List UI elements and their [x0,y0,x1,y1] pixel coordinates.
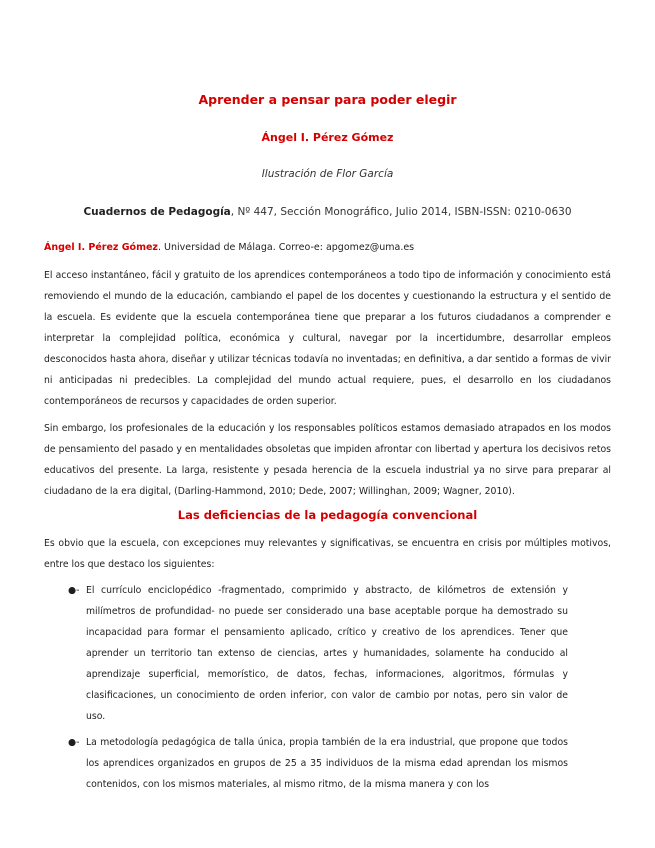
bullet-icon: ●- [68,585,80,596]
bullet-item [68,580,568,727]
journal-name: Cuadernos de Pedagogía [83,206,231,218]
paragraph-intro: El acceso instantáneo, fácil y gratuito de los aprendices contemporáneos a todo tipo de información y conocimiento está removiendo el mundo de la educación, cambiando el papel de los docentes y cuestionando la estructura y el sentido de la escuela. Es evidente que la escuela contemporánea tiene que preparar a los futuros ciudadanos a comprender e interpretar la complejidad política, económica y cultural, navegar por la incertidumbre, desarrollar empleos desconocidos hasta ahora, diseñar y utilizar técnicas todavía no inventadas; en definitiva, a dar sentido a formas de vivir ni anticipadas ni predecibles. La complejidad del mundo actual requiere, pues, el desarrollo en los ciudadanos contemporáneos de recursos y capacidades de orden superior. [44,270,611,407]
author-affiliation [44,242,414,253]
bullet-text: La metodología pedagógica de talla única, propia también de la era industrial, que propone que todos los aprendices organizados en grupos de 25 a 35 individuos de la misma edad aprendan los mismos contenidos, con los mismos materiales, al mismo ritmo, de la misma manera y con los [86,737,568,790]
bullet-icon: ●- [68,737,80,748]
illustration-credit: Ilustración de Flor García [261,168,394,180]
paragraph-context: Sin embargo, los profesionales de la educación y los responsables políticos estamos demasiado atrapados en los modos de pensamiento del pasado y en mentalidades obsoletas que impiden afrontar con libertad y apertura los decisivos retos educativos del presente. La larga, resistente y pesada herencia de la escuela industrial ya no sirve para preparar al ciudadano de la era digital, (Darling-Hammond, 2010; Dede, 2007; Willinghan, 2009; Wagner, 2010). [44,423,611,497]
bullet-item [68,732,568,795]
article-author: Ángel I. Pérez Gómez [261,131,394,144]
journal-citation [0,206,655,218]
article-title: Aprender a pensar para poder elegir [198,92,457,107]
affiliation-author-name: Ángel I. Pérez Gómez [44,242,158,253]
bullet-text: El currículo enciclopédico -fragmentado, comprimido y abstracto, de kilómetros de extensión y milímetros de profundidad- no puede ser considerado una base aceptable porque ha demostrado su incapacidad para formar el pensamiento aplicado, crítico y creativo de los aprendices. Tener que aprender un territorio tan extenso de ciencias, artes y humanidades, solamente ha conducido al aprendizaje superficial, memorístico, de datos, fechas, informaciones, algoritmos, fórmulas y clasificaciones, un conocimiento de orden inferior, con valor de cambio por notas, pero sin valor de uso. [86,585,568,722]
paragraph-crisis: Es obvio que la escuela, con excepciones muy relevantes y significativas, se encuentra en crisis por múltiples motivos, entre los que destaco los siguientes: [44,538,611,570]
journal-details: , Nº 447, Sección Monográfico, Julio 2014, ISBN-ISSN: 0210-0630 [230,206,572,218]
section-heading: Las deficiencias de la pedagogía convencional [177,508,478,522]
affiliation-text: . Universidad de Málaga. Correo-e: apgomez@uma.es [157,242,415,253]
